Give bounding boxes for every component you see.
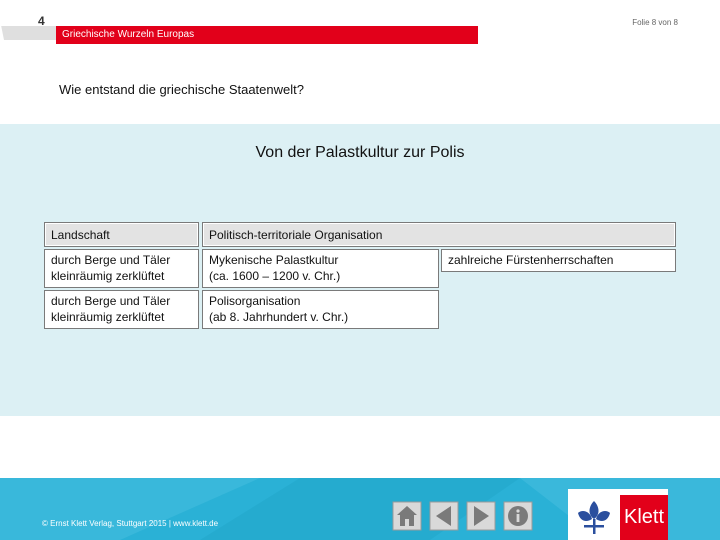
cell-line: (ca. 1600 – 1200 v. Chr.) — [209, 269, 341, 283]
info-icon — [503, 501, 533, 531]
table-cell-note — [441, 249, 676, 272]
logo-wordmark: Klett — [620, 495, 668, 540]
cell-line: (ab 8. Jahrhundert v. Chr.) — [209, 310, 349, 324]
previous-button[interactable] — [429, 501, 459, 531]
next-icon — [466, 501, 496, 531]
slide-subtitle: Von der Palastkultur zur Polis — [255, 144, 465, 161]
publisher-logo[interactable] — [568, 489, 668, 540]
table-cell-landscape — [44, 290, 199, 329]
cell-line: durch Berge und Täler — [51, 253, 171, 267]
table-cell-organisation — [202, 290, 439, 329]
cell-line: Mykenische Palastkultur — [209, 253, 339, 267]
page-counter: Folie 8 von 8 — [632, 18, 678, 27]
next-button[interactable] — [466, 501, 496, 531]
cell-line: Polisorganisation — [209, 294, 301, 308]
klett-clover-icon — [572, 497, 616, 537]
header-label: Politisch-territoriale Organisation — [209, 228, 383, 242]
table-cell-organisation — [202, 249, 439, 288]
header-label: Landschaft — [51, 228, 110, 242]
chapter-number: 4 — [38, 14, 45, 28]
home-button[interactable] — [392, 501, 422, 531]
table-header-landscape — [44, 222, 199, 247]
cell-line: zahlreiche Fürstenherrschaften — [448, 253, 614, 267]
copyright-text: © Ernst Klett Verlag, Stuttgart 2015 | www.klett.de — [42, 519, 219, 528]
home-icon — [392, 501, 422, 531]
previous-icon — [429, 501, 459, 531]
cell-line: kleinräumig zerklüftet — [51, 310, 165, 324]
slide-heading: Wie entstand die griechische Staatenwelt? — [59, 82, 304, 97]
section-title: Griechische Wurzeln Europas — [62, 29, 195, 40]
table-header-organisation — [202, 222, 676, 247]
cell-line: durch Berge und Täler — [51, 294, 171, 308]
info-button[interactable] — [503, 501, 533, 531]
cell-line: kleinräumig zerklüftet — [51, 269, 165, 283]
table-cell-landscape — [44, 249, 199, 288]
